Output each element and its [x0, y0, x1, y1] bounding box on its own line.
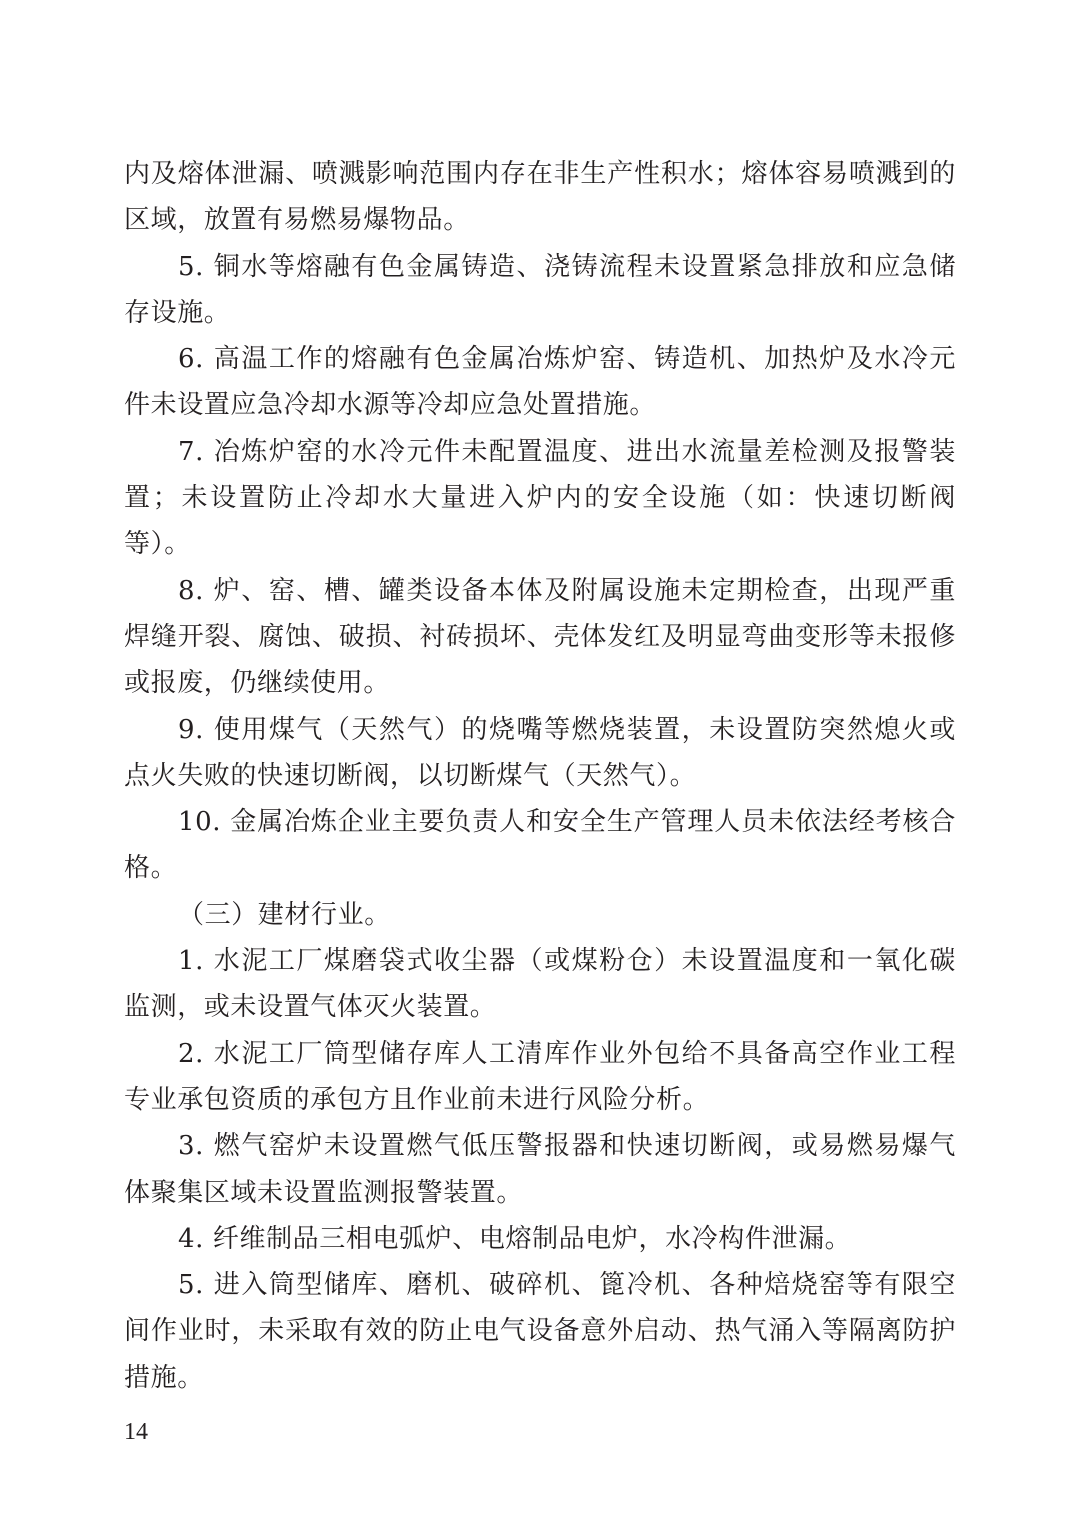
paragraph-item-9: 9. 使用煤气（天然气）的烧嘴等燃烧装置，未设置防突然熄火或点火失败的快速切断阀，以切断煤气（天然气）。 — [124, 714, 956, 791]
paragraph-building-item-4: 4. 纤维制品三相电弧炉、电熔制品电炉，水冷构件泄漏。 — [178, 1223, 852, 1254]
paragraph-item-5: 5. 铜水等熔融有色金属铸造、浇铸流程未设置紧急排放和应急储存设施。 — [124, 251, 956, 328]
paragraph-continuation: 内及熔体泄漏、喷溅影响范围内存在非生产性积水；熔体容易喷溅到的区域，放置有易燃易爆物品。 — [124, 159, 956, 236]
paragraph-item-6: 6. 高温工作的熔融有色金属冶炼炉窑、铸造机、加热炉及水冷元件未设置应急冷却水源等冷却应急处置措施。 — [124, 344, 956, 421]
paragraph-building-item-3: 3. 燃气窑炉未设置燃气低压警报器和快速切断阀，或易燃易爆气体聚集区域未设置监测报警装置。 — [124, 1131, 956, 1208]
body-text — [124, 151, 956, 1401]
paragraph-building-item-1: 1. 水泥工厂煤磨袋式收尘器（或煤粉仓）未设置温度和一氧化碳监测，或未设置气体灭火装置。 — [124, 946, 956, 1023]
paragraph-building-item-5: 5. 进入筒型储库、磨机、破碎机、篦冷机、各种焙烧窑等有限空间作业时，未采取有效的防止电气设备意外启动、热气涌入等隔离防护措施。 — [124, 1270, 956, 1393]
paragraph-building-item-2: 2. 水泥工厂筒型储存库人工清库作业外包给不具备高空作业工程专业承包资质的承包方且作业前未进行风险分析。 — [124, 1038, 956, 1115]
paragraph-item-8: 8. 炉、窑、槽、罐类设备本体及附属设施未定期检查，出现严重焊缝开裂、腐蚀、破损、衬砖损坏、壳体发红及明显弯曲变形等未报修或报废，仍继续使用。 — [124, 575, 956, 699]
section-heading-building-materials: （三）建材行业。 — [178, 899, 391, 930]
page-number: 14 — [124, 1419, 148, 1445]
paragraph-item-10: 10. 金属冶炼企业主要负责人和安全生产管理人员未依法经考核合格。 — [124, 807, 956, 884]
paragraph-item-7: 7. 冶炼炉窑的水冷元件未配置温度、进出水流量差检测及报警装置；未设置防止冷却水大量进入炉内的安全设施（如：快速切断阀等）。 — [124, 436, 956, 560]
